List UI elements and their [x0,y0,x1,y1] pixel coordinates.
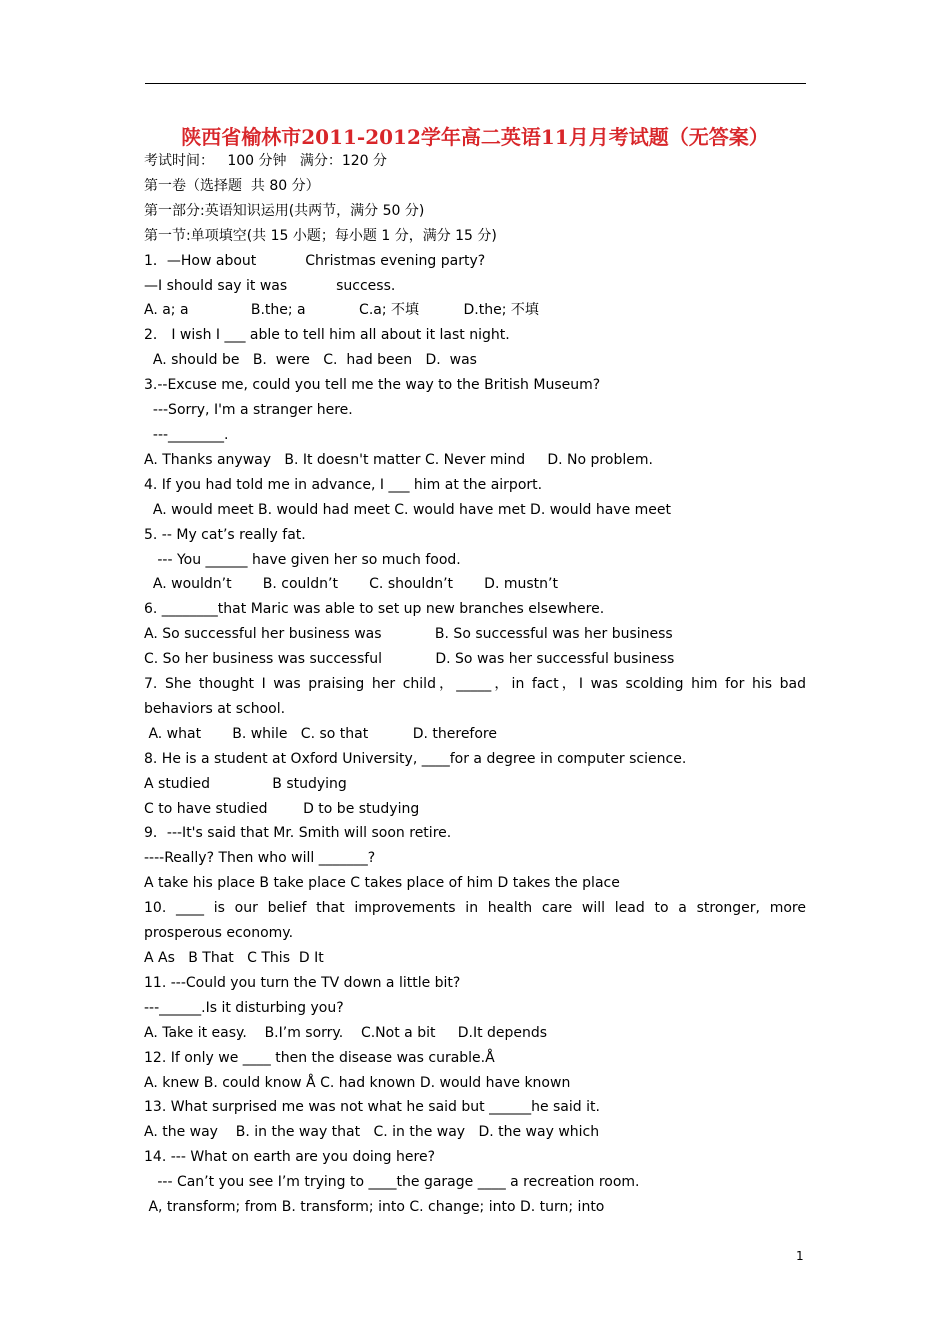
exam-line: 14. --- What on earth are you doing here? [144,1149,435,1166]
exam-line: --- Can’t you see I’m trying to ____the garage ____ a recreation room. [144,1174,640,1191]
exam-line: A. a; a B.the; a C.a; 不填 D.the; 不填 [144,302,539,319]
exam-line: A. the way B. in the way that C. in the way D. the way which [144,1124,600,1141]
exam-line: A. So successful her business was B. So successful was her business [144,626,673,643]
exam-line: ---________. [144,426,229,443]
exam-line: 8. He is a student at Oxford University, ____for a degree in computer science. [144,750,687,767]
exam-line: ----Really? Then who will _______? [144,850,376,867]
exam-line: A. Take it easy. B.I’m sorry. C.Not a bit D.It depends [144,1024,548,1041]
exam-line: A studied B studying [144,775,347,792]
exam-line: 2． I wish I ___ able to tell him all about it last night. [144,327,510,344]
exam-line: A, transform; from B. transform; into C. change; into D. turn; into [144,1199,605,1216]
exam-line: 13. What surprised me was not what he said but ______he said it. [144,1099,600,1116]
exam-line: 第一卷（选择题 共 80 分） [144,177,320,194]
exam-line: 7. She thought I was praising her child，_____，in fact，I was scolding him for his bad behaviors at school. [144,676,806,717]
exam-line: C. So her business was successful D. So was her successful business [144,651,675,668]
exam-line: --- You ______ have given her so much food. [144,551,461,568]
exam-line: A. Thanks anyway B. It doesn't matter C. Never mind D. No problem. [144,451,653,468]
exam-title: 陕西省榆林市2011-2012学年高二英语11月月考试题（无答案） [181,125,769,149]
exam-line: —I should say it was success. [144,277,396,294]
exam-line: A. would meet B. would had meet C. would have met D. would have meet [144,501,671,518]
exam-line: 5. -- My cat’s really fat. [144,526,306,543]
exam-line: A As B That C This D It [144,950,324,966]
exam-body [144,149,806,1220]
exam-line: ---Sorry, I'm a stranger here. [144,402,353,419]
exam-line: A. what B. while C. so that D. therefore [144,725,497,742]
exam-line: 第一部分:英语知识运用(共两节，满分 50 分) [144,202,425,219]
exam-line: 4. If you had told me in advance, I ___ him at the airport. [144,476,543,493]
header-rule [145,83,806,84]
exam-line: A. wouldn’t B. couldn’t C. shouldn’t D. mustn’t [144,576,558,593]
page-number: 1 [796,1249,804,1263]
exam-line: A take his place B take place C takes place of him D takes the place [144,875,620,892]
exam-line: 1．—How about Christmas evening party? [144,252,486,269]
exam-line: C to have studied D to be studying [144,800,420,817]
exam-line: 11. ---Could you turn the TV down a little bit? [144,974,461,991]
exam-line: A. knew B. could know Å C. had known D. would have known [144,1074,571,1091]
exam-line: 第一节:单项填空(共 15 小题；每小题 1 分，满分 15 分) [144,227,497,244]
exam-line: 12. If only we ____ then the disease was curable.Å [144,1049,495,1066]
exam-line: 考试时间： 100 分钟 满分：120 分 [144,153,388,169]
exam-line: 6. ________that Maric was able to set up new branches elsewhere. [144,601,605,618]
exam-line: 10. ____ is our belief that improvements in health care will lead to a stronger, more prosperous economy. [144,900,806,942]
exam-line: 9．---It's said that Mr. Smith will soon retire. [144,825,452,842]
exam-line: 3.--Excuse me, could you tell me the way to the British Museum? [144,377,601,394]
exam-line: ---______.Is it disturbing you? [144,999,344,1016]
exam-line: A. should be B. were C. had been D. was [144,352,477,369]
